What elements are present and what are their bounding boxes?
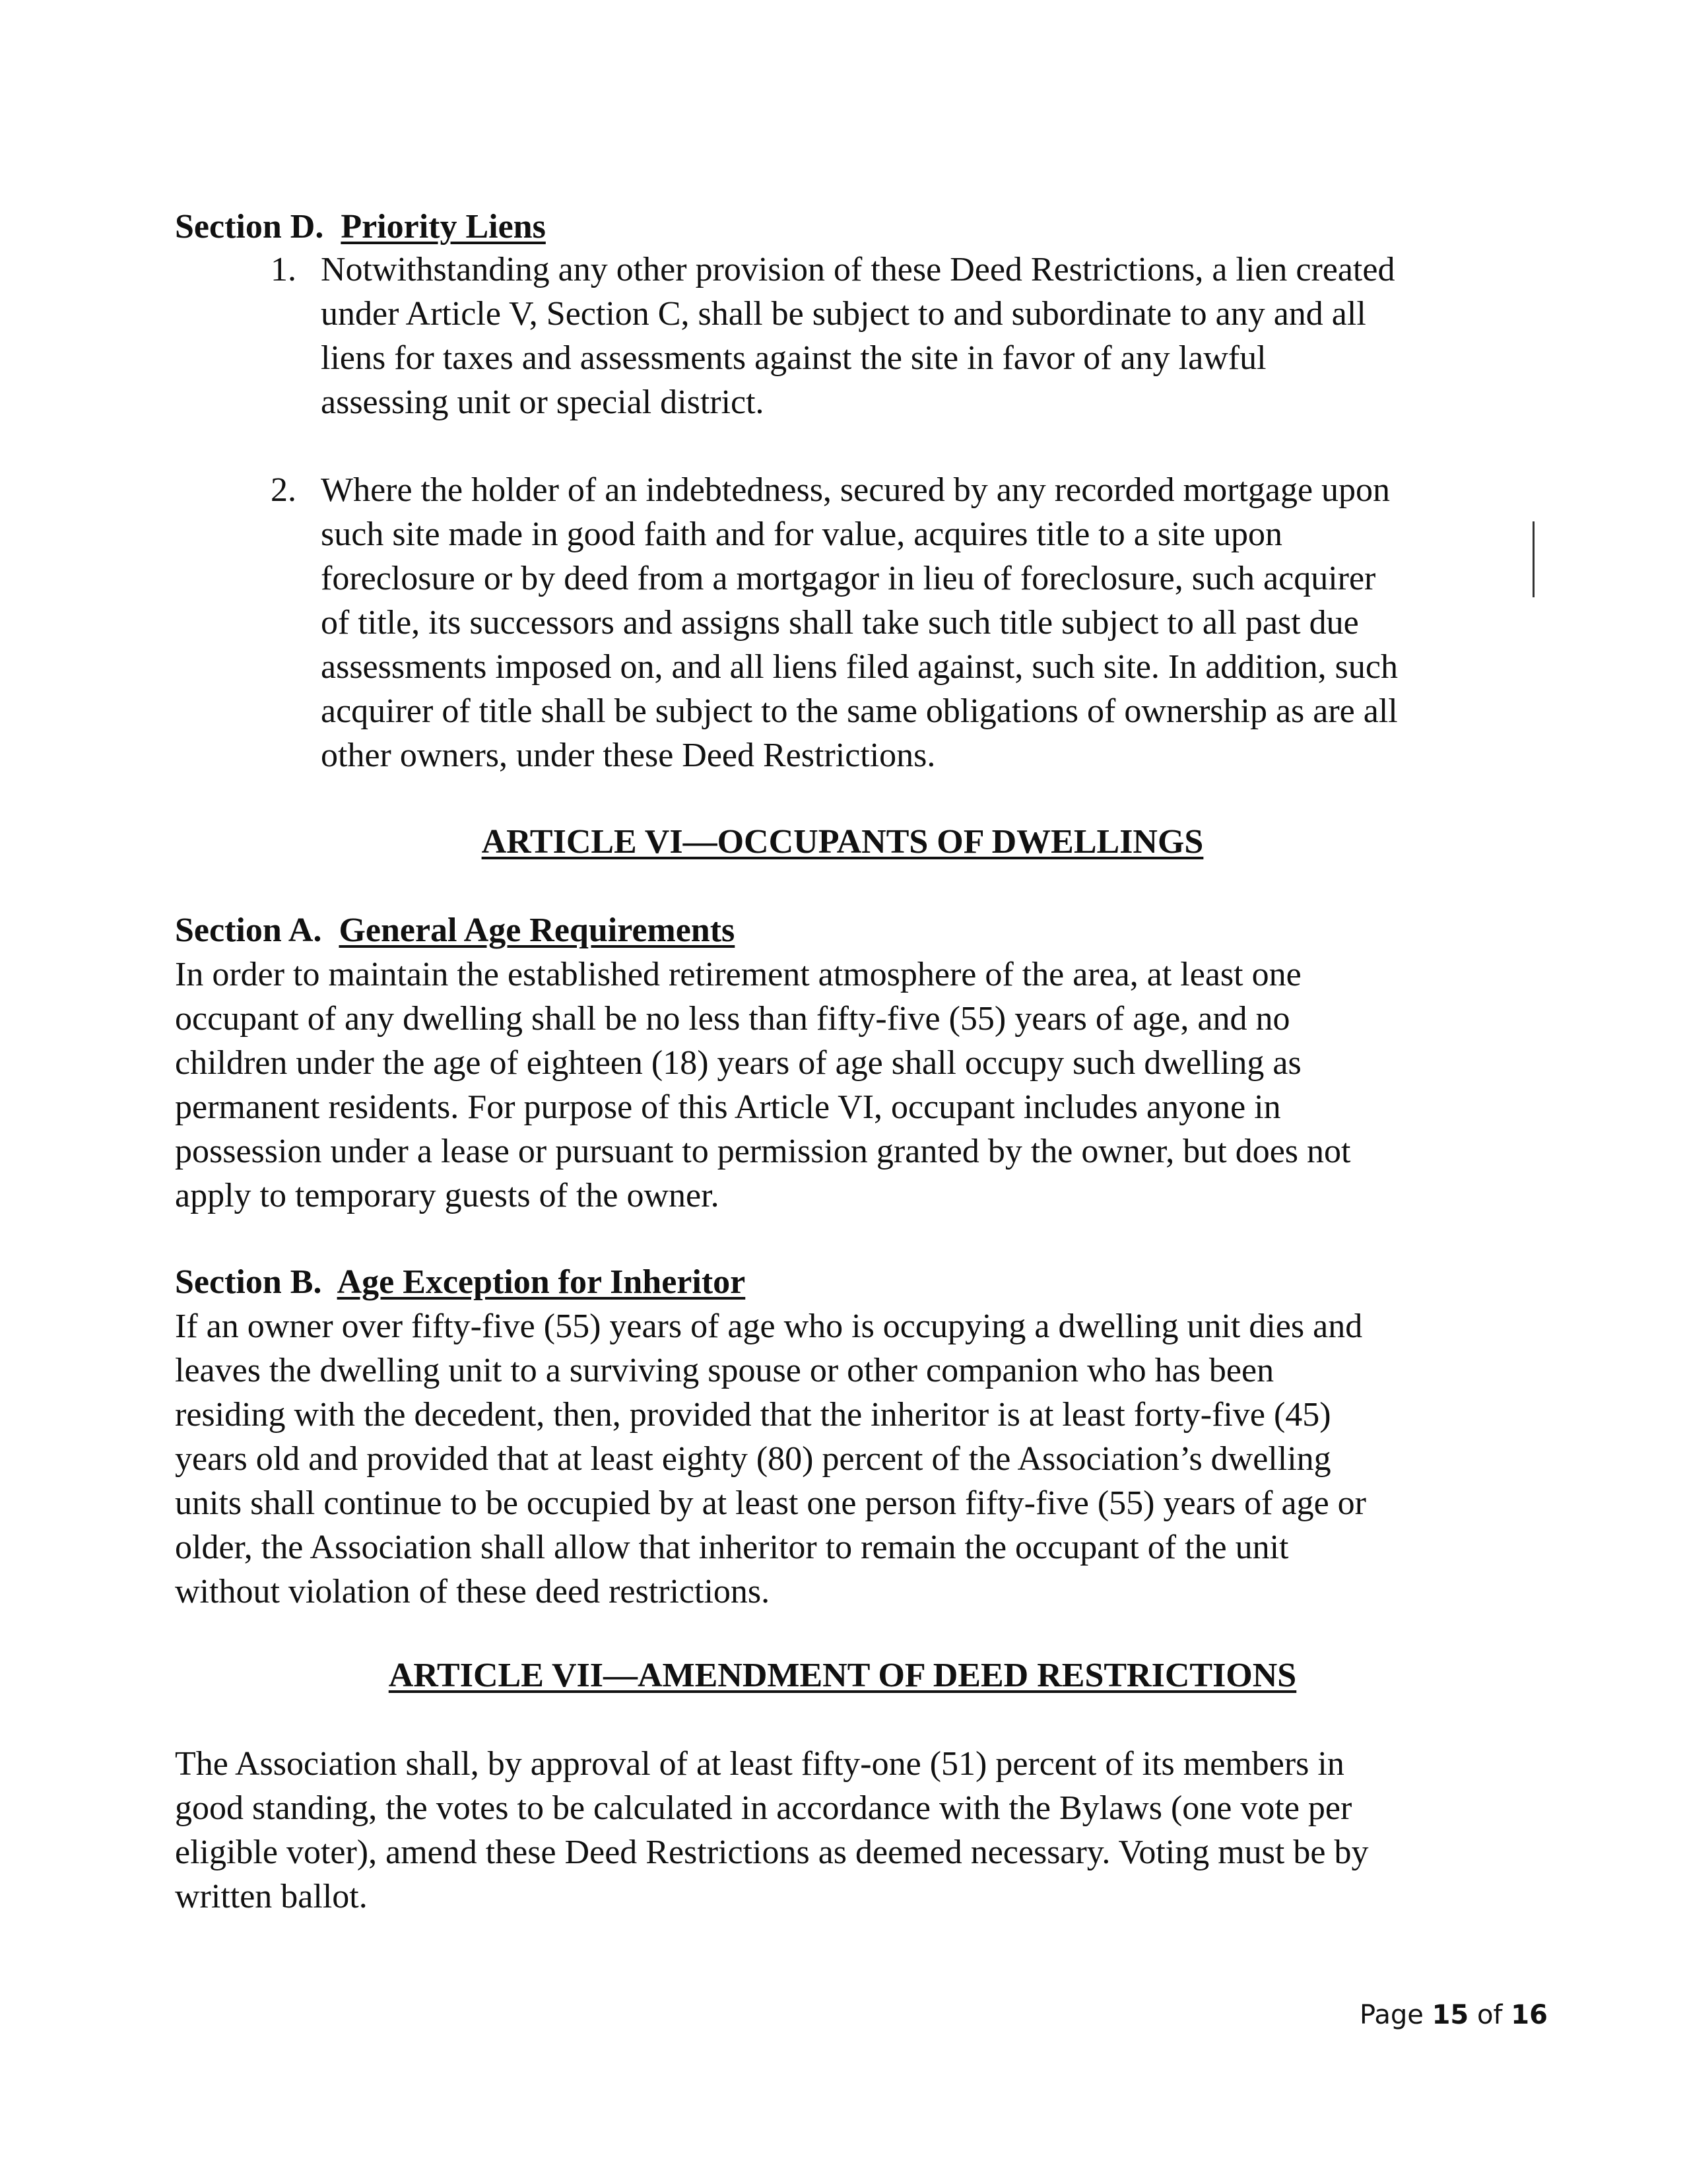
text-line: years old and provided that at least eighty (80) percent of the Association’s dwelling <box>175 1440 1331 1478</box>
current-page: 15 <box>1432 2000 1469 2030</box>
text-line: assessments imposed on, and all liens filed against, such site. In addition, such <box>321 648 1398 686</box>
text-line: foreclosure or by deed from a mortgagor in lieu of foreclosure, such acquirer <box>321 560 1376 597</box>
text-line: occupant of any dwelling shall be no less than fifty-five (55) years of age, and no <box>175 1000 1290 1038</box>
text-line: acquirer of title shall be subject to the same obligations of ownership as are all <box>321 692 1398 730</box>
section-d-heading <box>175 205 546 249</box>
text-line: such site made in good faith and for value, acquires title to a site upon <box>321 515 1283 553</box>
section-b-heading <box>175 1260 745 1304</box>
of-word: of <box>1476 2000 1503 2030</box>
article-vii-heading <box>0 1653 1685 1698</box>
section-title: General Age Requirements <box>339 911 735 949</box>
page-word: Page <box>1360 2000 1424 2030</box>
text-line: other owners, under these Deed Restrictions. <box>321 737 936 774</box>
text-line: possession under a lease or pursuant to permission granted by the owner, but does not <box>175 1133 1351 1170</box>
text-line: good standing, the votes to be calculated in accordance with the Bylaws (one vote per <box>175 1789 1352 1827</box>
text-line: without violation of these deed restrictions. <box>175 1573 770 1610</box>
text-line: assessing unit or special district. <box>321 383 764 421</box>
article-title: ARTICLE VI—OCCUPANTS OF DWELLINGS <box>481 823 1204 861</box>
text-line: units shall continue to be occupied by at least one person fifty-five (55) years of age or <box>175 1484 1366 1522</box>
text-line: eligible voter), amend these Deed Restrictions as deemed necessary. Voting must be by <box>175 1834 1369 1871</box>
text-line: residing with the decedent, then, provided that the inheritor is at least forty-five (45) <box>175 1396 1331 1434</box>
section-label: Section A. <box>175 911 322 949</box>
text-line: Where the holder of an indebtedness, secured by any recorded mortgage upon <box>321 471 1391 509</box>
margin-mark <box>1533 521 1535 597</box>
list-item <box>0 248 1685 424</box>
page-number <box>1360 2000 1548 2030</box>
section-b-body <box>175 1304 1366 1614</box>
section-a-heading <box>175 908 735 952</box>
text-line: permanent residents. For purpose of this Article VI, occupant includes anyone in <box>175 1088 1281 1126</box>
list-number: 2. <box>271 471 296 509</box>
text-line: Notwithstanding any other provision of these Deed Restrictions, a lien created <box>321 251 1395 288</box>
text-line: written ballot. <box>175 1878 368 1915</box>
text-line: apply to temporary guests of the owner. <box>175 1177 719 1214</box>
total-pages: 16 <box>1511 2000 1548 2030</box>
article-vi-heading <box>0 820 1685 864</box>
section-title: Priority Liens <box>341 208 546 246</box>
text-line: The Association shall, by approval of at least fifty-one (51) percent of its members in <box>175 1745 1344 1783</box>
text-line: older, the Association shall allow that inheritor to remain the occupant of the unit <box>175 1529 1289 1566</box>
text-line: liens for taxes and assessments against the site in favor of any lawful <box>321 339 1267 377</box>
text-line: If an owner over fifty-five (55) years of age who is occupying a dwelling unit dies and <box>175 1307 1363 1345</box>
list-item <box>0 468 1685 778</box>
article-title: ARTICLE VII—AMENDMENT OF DEED RESTRICTIONS <box>388 1657 1297 1694</box>
text-line: of title, its successors and assigns shall take such title subject to all past due <box>321 604 1359 642</box>
text-line: leaves the dwelling unit to a surviving spouse or other companion who has been <box>175 1352 1274 1389</box>
section-label: Section D. <box>175 208 324 246</box>
section-a-body <box>175 952 1350 1218</box>
article-vii-body <box>175 1742 1368 1919</box>
section-label: Section B. <box>175 1263 322 1301</box>
text-line: children under the age of eighteen (18) years of age shall occupy such dwelling as <box>175 1044 1302 1082</box>
list-number: 1. <box>271 251 296 288</box>
text-line: under Article V, Section C, shall be subject to and subordinate to any and all <box>321 295 1366 333</box>
text-line: In order to maintain the established retirement atmosphere of the area, at least one <box>175 956 1302 993</box>
section-title: Age Exception for Inheritor <box>337 1263 746 1301</box>
